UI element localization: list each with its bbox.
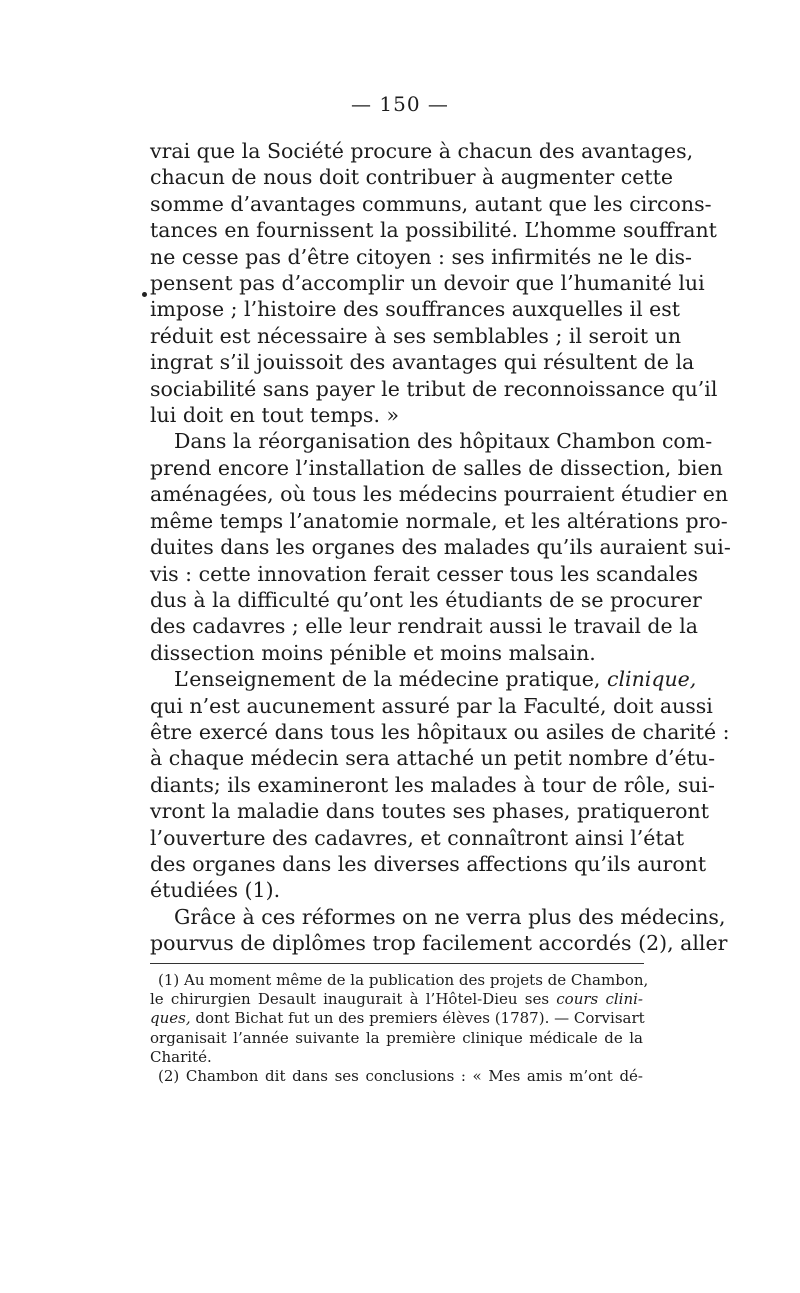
body-line-text: même temps l’anatomie normale, et les altérations pro- xyxy=(150,508,728,533)
footnote-line-text: le chirurgien Desault inaugurait à l’Hôtel-Dieu ses xyxy=(150,990,550,1009)
footnote-line-text: (2) Chambon dit dans ses conclusions : « Mes amis m’ont dé- xyxy=(158,1067,643,1086)
body-line-text: chacun de nous doit contribuer à augmenter cette xyxy=(150,165,674,190)
body-line xyxy=(150,904,726,930)
body-line xyxy=(150,798,709,824)
body-line-text: lui doit en tout temps. » xyxy=(150,403,400,428)
body-line-text: étudiées (1). xyxy=(150,878,281,903)
footnote-line xyxy=(150,1029,643,1048)
body-line-text: être exercé dans tous les hôpitaux ou asiles de charité : xyxy=(150,719,730,744)
body-line xyxy=(150,217,717,243)
body-line xyxy=(150,851,707,877)
margin-mark xyxy=(142,292,147,297)
body-line xyxy=(150,666,697,692)
body-line-text: L’enseignement de la médecine pratique, xyxy=(174,667,601,692)
body-line xyxy=(150,930,728,956)
body-line-text: pensent pas d’accomplir un devoir que l’humanité lui xyxy=(150,271,705,296)
footnote-line-rest: dont Bichat fut un des premiers élèves (1787). — Corvisart xyxy=(195,1009,645,1028)
body-line xyxy=(150,640,645,666)
footnote-line-italic: cours clini- xyxy=(556,990,643,1009)
body-line-text: diants; ils examineront les malades à tour de rôle, sui- xyxy=(150,772,715,797)
body-line xyxy=(150,613,698,639)
body-line-text: somme d’avantages communs, autant que les circons- xyxy=(150,191,712,216)
body-line xyxy=(150,772,715,798)
body-line-text: ne cesse pas d’être citoyen : ses infirmités ne le dis- xyxy=(150,244,692,269)
body-line xyxy=(150,825,685,851)
body-line-text: Dans la réorganisation des hôpitaux Chambon com- xyxy=(174,429,713,454)
body-line xyxy=(150,376,718,402)
body-line xyxy=(150,693,713,719)
body-line-text: vis : cette innovation ferait cesser tous les scandales xyxy=(150,561,698,586)
body-line-text: dissection moins pénible et moins malsain. xyxy=(150,640,596,665)
body-line xyxy=(150,323,682,349)
body-line xyxy=(150,402,645,428)
body-line xyxy=(150,534,731,560)
footnote-line xyxy=(150,971,649,990)
body-line xyxy=(150,138,694,164)
body-line-text: sociabilité sans payer le tribut de reconnoissance qu’il xyxy=(150,376,718,401)
body-line xyxy=(150,745,716,771)
footnotes xyxy=(150,971,649,1086)
body-line-text: aménagées, où tous les médecins pourraient étudier en xyxy=(150,482,729,507)
body-line xyxy=(150,508,728,534)
body-line xyxy=(150,164,674,190)
body-line-text: vrai que la Société procure à chacun des avantages, xyxy=(150,139,694,163)
body-line-text: Grâce à ces réformes on ne verra plus des médecins, xyxy=(174,904,726,929)
footnote-rule xyxy=(150,963,644,964)
body-line xyxy=(150,349,695,375)
body-line-text: l’ouverture des cadavres, et connaîtront ainsi l’état xyxy=(150,825,685,850)
body-line-text: des cadavres ; elle leur rendrait aussi le travail de la xyxy=(150,614,698,639)
body-line-text: des organes dans les diverses affections qu’ils auront xyxy=(150,851,707,876)
body-line xyxy=(150,428,713,454)
footnote-line xyxy=(150,1048,643,1067)
body-line xyxy=(150,481,729,507)
page-number: — 150 — xyxy=(351,92,449,116)
body-line xyxy=(150,877,645,903)
footnote-line xyxy=(150,990,643,1009)
footnote-line xyxy=(150,1009,643,1028)
body-line-text: duites dans les organes des malades qu’ils auraient sui- xyxy=(150,535,731,560)
body-line xyxy=(150,296,681,322)
body-line-text: qui n’est aucunement assuré par la Faculté, doit aussi xyxy=(150,693,713,718)
body-line-text: dus à la difficulté qu’ont les étudiants de se procurer xyxy=(150,587,702,612)
main-text xyxy=(150,138,731,957)
body-line xyxy=(150,455,723,481)
body-line xyxy=(150,587,702,613)
body-line xyxy=(150,244,692,270)
body-line-text: vront la maladie dans toutes ses phases, pratiqueront xyxy=(150,799,709,824)
body-line-text: prend encore l’installation de salles de dissection, bien xyxy=(150,455,723,480)
body-line-text: ingrat s’il jouissoit des avantages qui résultent de la xyxy=(150,350,695,375)
body-line xyxy=(150,561,698,587)
body-line-text: à chaque médecin sera attaché un petit nombre d’étu- xyxy=(150,746,716,771)
body-line xyxy=(150,191,712,217)
body-line-text: impose ; l’histoire des souffrances auxquelles il est xyxy=(150,297,681,322)
footnote-line-text: (1) Au moment même de la publication des projets de Chambon, xyxy=(158,971,649,989)
footnote-line-text: ques, xyxy=(150,1009,191,1028)
body-line-text: pourvus de diplômes trop facilement accordés (2), aller xyxy=(150,931,728,956)
body-line-italic: clinique, xyxy=(606,667,697,692)
footnote-line xyxy=(150,1067,643,1086)
footnote-line-text: organisait l’année suivante la première clinique médicale de la xyxy=(150,1028,643,1047)
body-line-text: tances en fournissent la possibilité. L’homme souffrant xyxy=(150,218,717,243)
footnote-line-text: Charité. xyxy=(150,1047,212,1066)
body-line-text: réduit est nécessaire à ses semblables ; il seroit un xyxy=(150,323,682,348)
body-line xyxy=(150,719,730,745)
body-line xyxy=(150,270,705,296)
